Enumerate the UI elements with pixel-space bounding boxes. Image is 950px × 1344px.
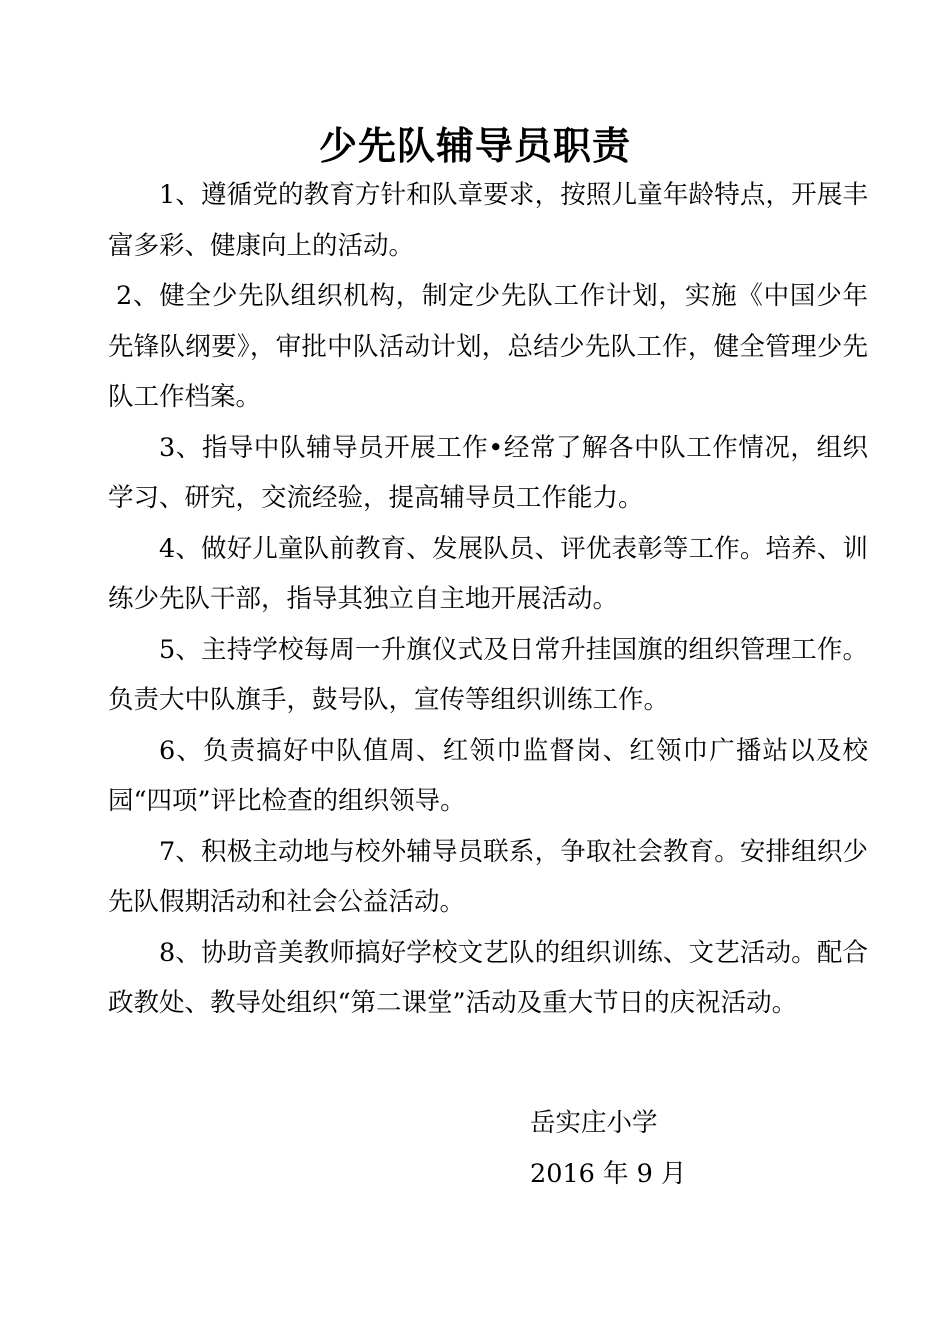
duty-item-3: 3、指导中队辅导员开展工作•经常了解各中队工作情况，组织学习、研究，交流经验，提高辅导员工作能力。 [108, 432, 868, 513]
duty-item-2: 2、健全少先队组织机构，制定少先队工作计划，实施《中国少年先锋队纲要》，审批中队活动计划，总结少先队工作，健全管理少先队工作档案。 [108, 281, 868, 412]
duty-item-5: 5、主持学校每周一升旗仪式及日常升挂国旗的组织管理工作。负责大中队旗手，鼓号队，宣传等组织训练工作。 [108, 634, 868, 715]
school-name: 岳实庄小学 [530, 1108, 658, 1138]
duty-item-7: 7、积极主动地与校外辅导员联系，争取社会教育。安排组织少先队假期活动和社会公益活动。 [108, 836, 868, 917]
document-title: 少先队辅导员职责 [318, 124, 631, 168]
duty-item-4: 4、做好儿童队前教育、发展队员、评优表彰等工作。培养、训练少先队干部，指导其独立自主地开展活动。 [108, 533, 868, 614]
signature-date: 2016 年 9 月 [530, 1158, 687, 1189]
duty-item-1: 1、遵循党的教育方针和队章要求，按照儿童年龄特点，开展丰富多彩、健康向上的活动。 [108, 180, 868, 261]
signature-block [530, 1098, 686, 1199]
duty-item-8: 8、协助音美教师搞好学校文艺队的组织训练、文艺活动。配合政教处、教导处组织“第二课堂”活动及重大节日的庆祝活动。 [108, 937, 868, 1018]
duty-item-6: 6、负责搞好中队值周、红领巾监督岗、红领巾广播站以及校园“四项”评比检查的组织领导。 [108, 735, 868, 816]
duties-list [108, 170, 868, 1029]
